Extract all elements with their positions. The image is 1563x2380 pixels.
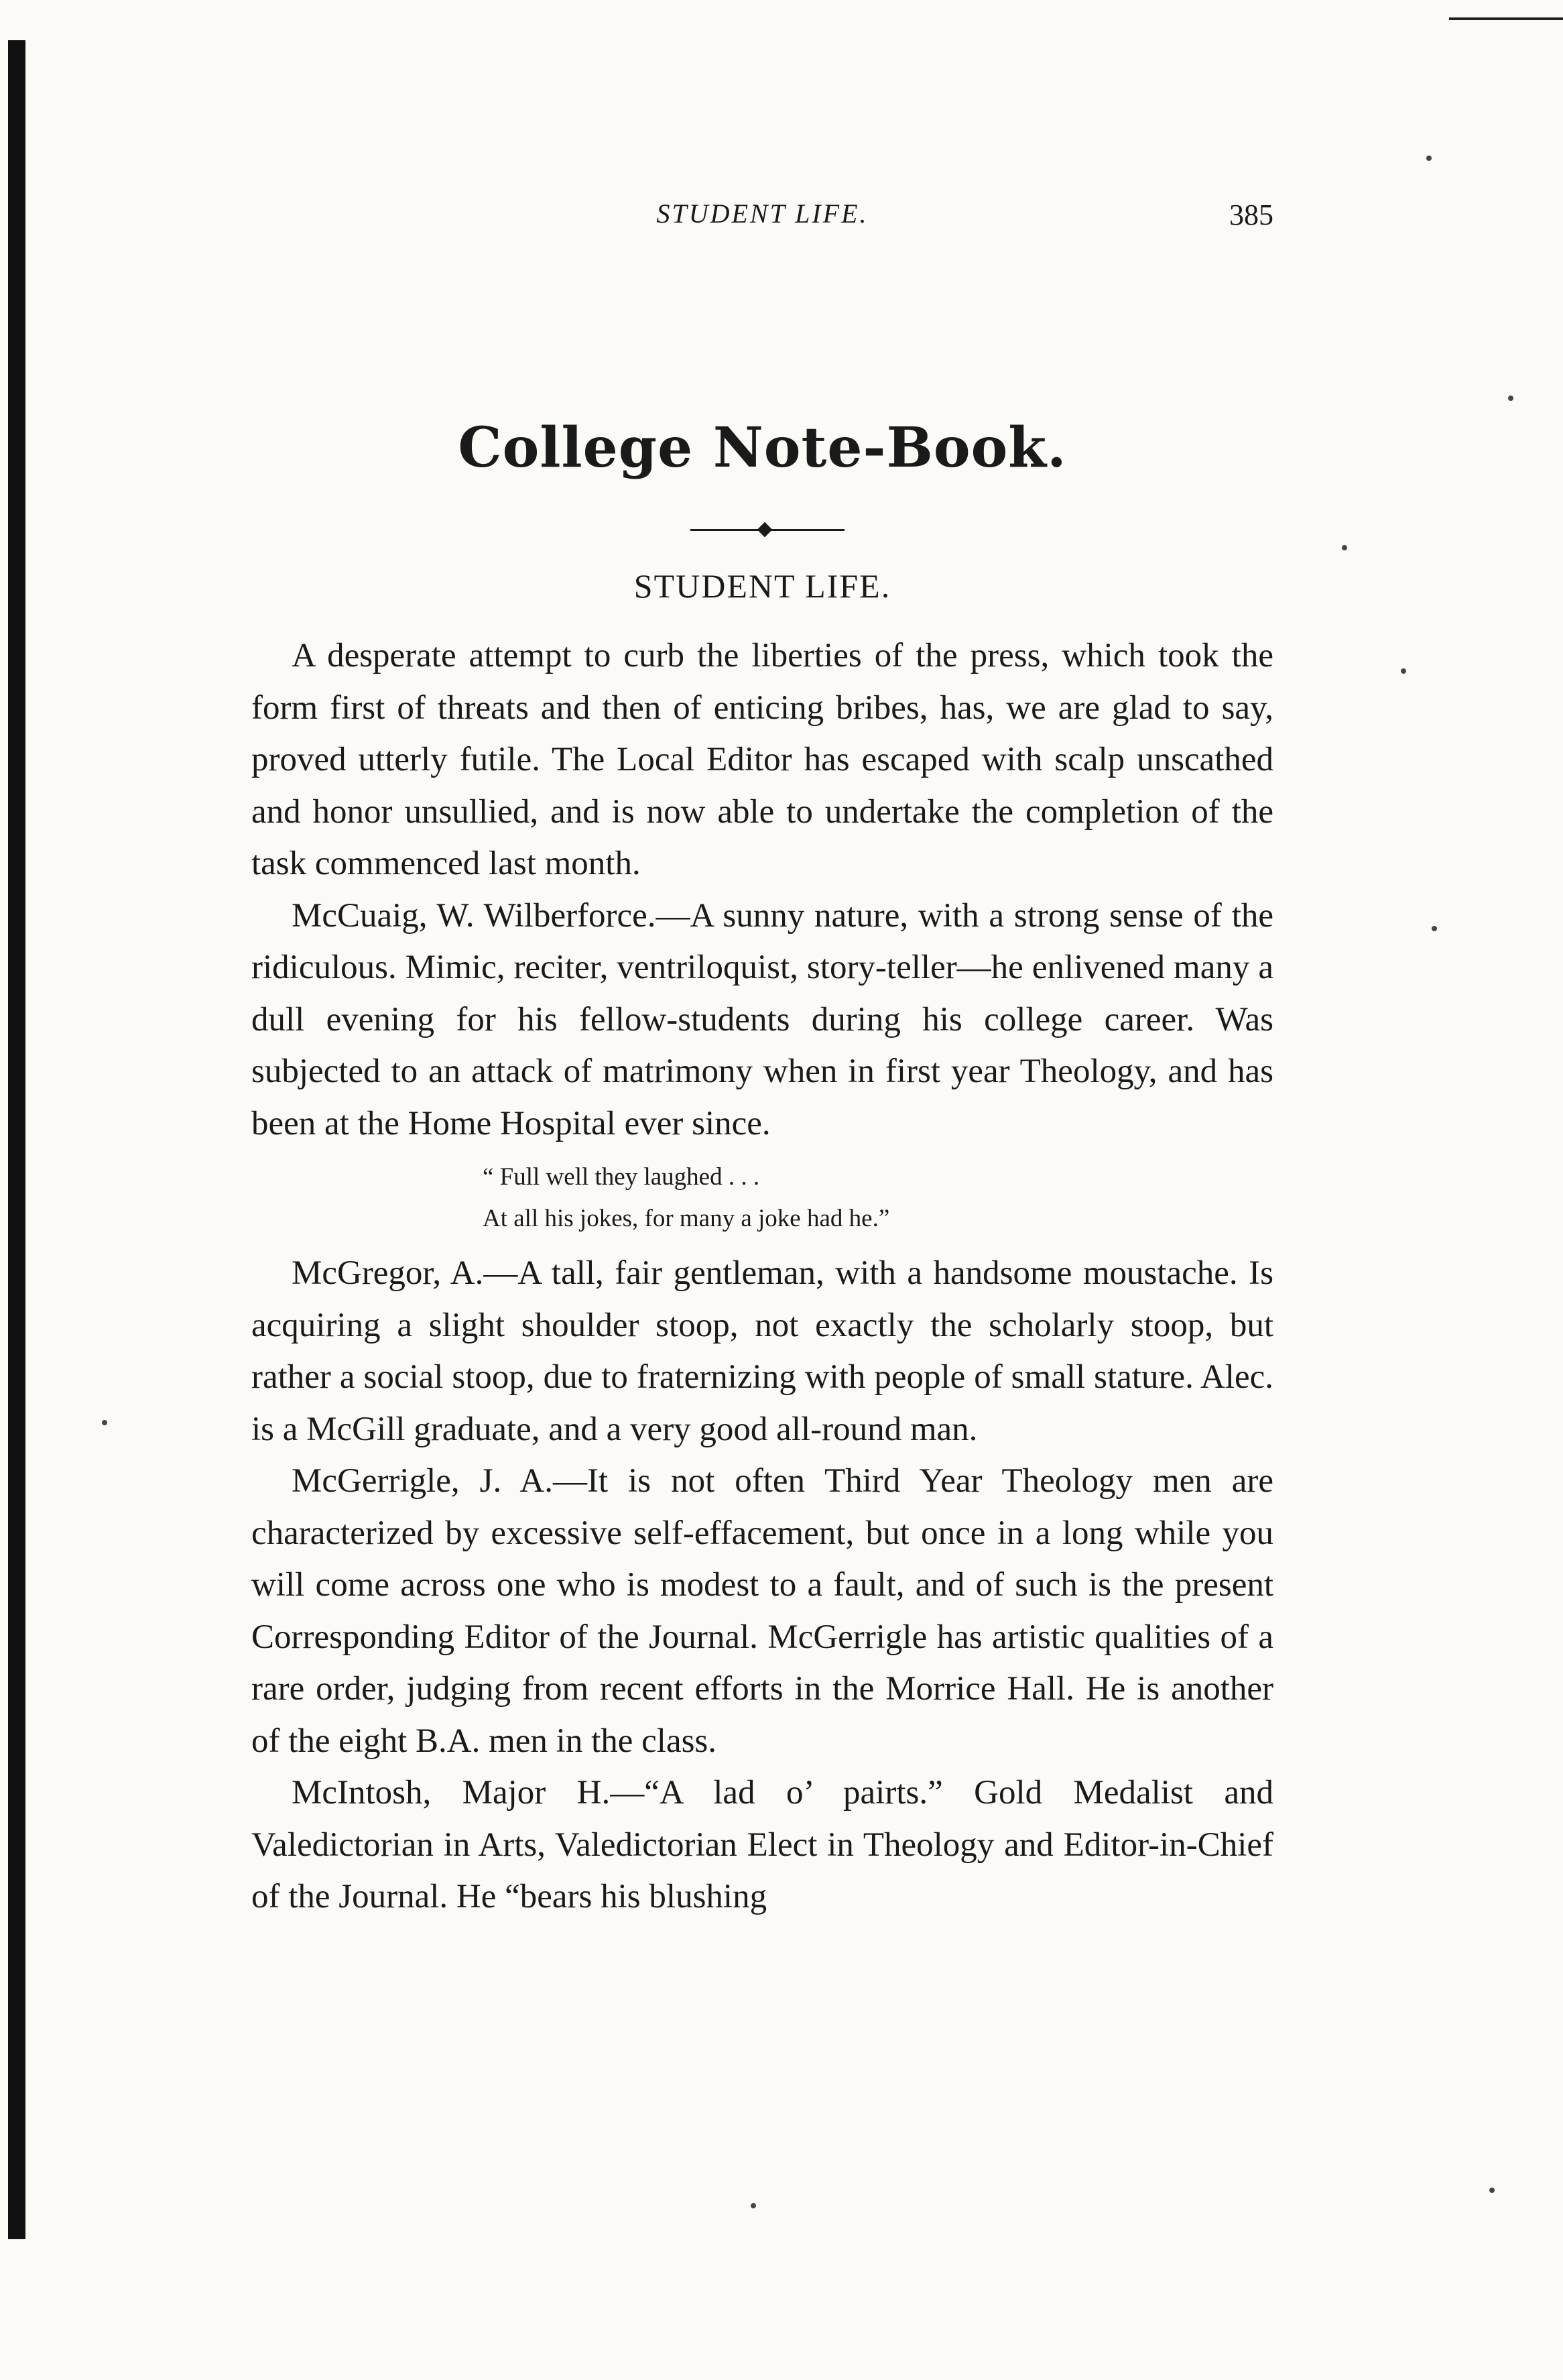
ornament-diamond-icon [757, 522, 773, 538]
paragraph-mccuaig: McCuaig, W. Wilberforce.—A sunny nature, with a strong sense of the ridiculous. Mimic, reciter, ventriloquist, story-teller—he enlivened many a dull evening for his fellow-students during his college career. Was subjected to an attack of matrimony when in first year Theology, and has been at the Home Hospital ever since. [251, 896, 1273, 1142]
print-speck [102, 1420, 107, 1425]
body-text [251, 630, 1273, 1923]
quote-line-2: At all his jokes, for many a joke had he.” [483, 1205, 890, 1232]
print-speck [1342, 545, 1347, 550]
section-title: College Note-Book. [458, 416, 1067, 480]
subheading: STUDENT LIFE. [633, 567, 891, 605]
print-speck [1508, 396, 1513, 401]
paragraph-mcgerrigle: McGerrigle, J. A.—It is not often Third Year Theology men are characterized by excessive self-effacement, but once in a long while you will come across one who is modest to a fault, and of such is the present Corresponding Editor of the Journal. McGerrigle has artistic qualities of a rare order, judging from recent efforts in the Morrice Hall. He is another of the eight B.A. men in the class. [251, 1462, 1273, 1760]
top-edge-rule [1449, 17, 1563, 20]
page-number: 385 [1229, 198, 1273, 231]
running-title: STUDENT LIFE. [656, 198, 869, 229]
print-speck [751, 2203, 756, 2208]
print-speck [1489, 2188, 1495, 2193]
paragraph-mcgregor: McGregor, A.—A tall, fair gentleman, with a handsome moustache. Is acquiring a slight shoulder stoop, not exactly the scholarly stoop, but rather a social stoop, due to fraternizing with people of small stature. Alec. is a McGill graduate, and a very good all-round man. [251, 1254, 1273, 1448]
ornament-divider [690, 523, 845, 536]
print-speck [1426, 156, 1432, 161]
binding-edge [8, 40, 25, 2239]
paragraph-intro: A desperate attempt to curb the liberties of the press, which took the form first of threats and then of enticing bribes, has, we are glad to say, proved utterly futile. The Local Editor has escaped with scalp unscathed and honor unsullied, and is now able to undertake the completion of the task commenced last month. [251, 637, 1273, 882]
print-speck [1401, 668, 1406, 674]
quote-line-1: “ Full well they laughed . . . [483, 1163, 760, 1191]
paragraph-mcintosh: McIntosh, Major H.—“A lad o’ pairts.” Gold Medalist and Valedictorian in Arts, Valedictorian Elect in Theology and Editor-in-Chief of the Journal. He “bears his blushing [251, 1774, 1273, 1915]
print-speck [1432, 926, 1437, 931]
verse-quote [251, 1156, 1273, 1240]
running-head [251, 198, 1273, 245]
